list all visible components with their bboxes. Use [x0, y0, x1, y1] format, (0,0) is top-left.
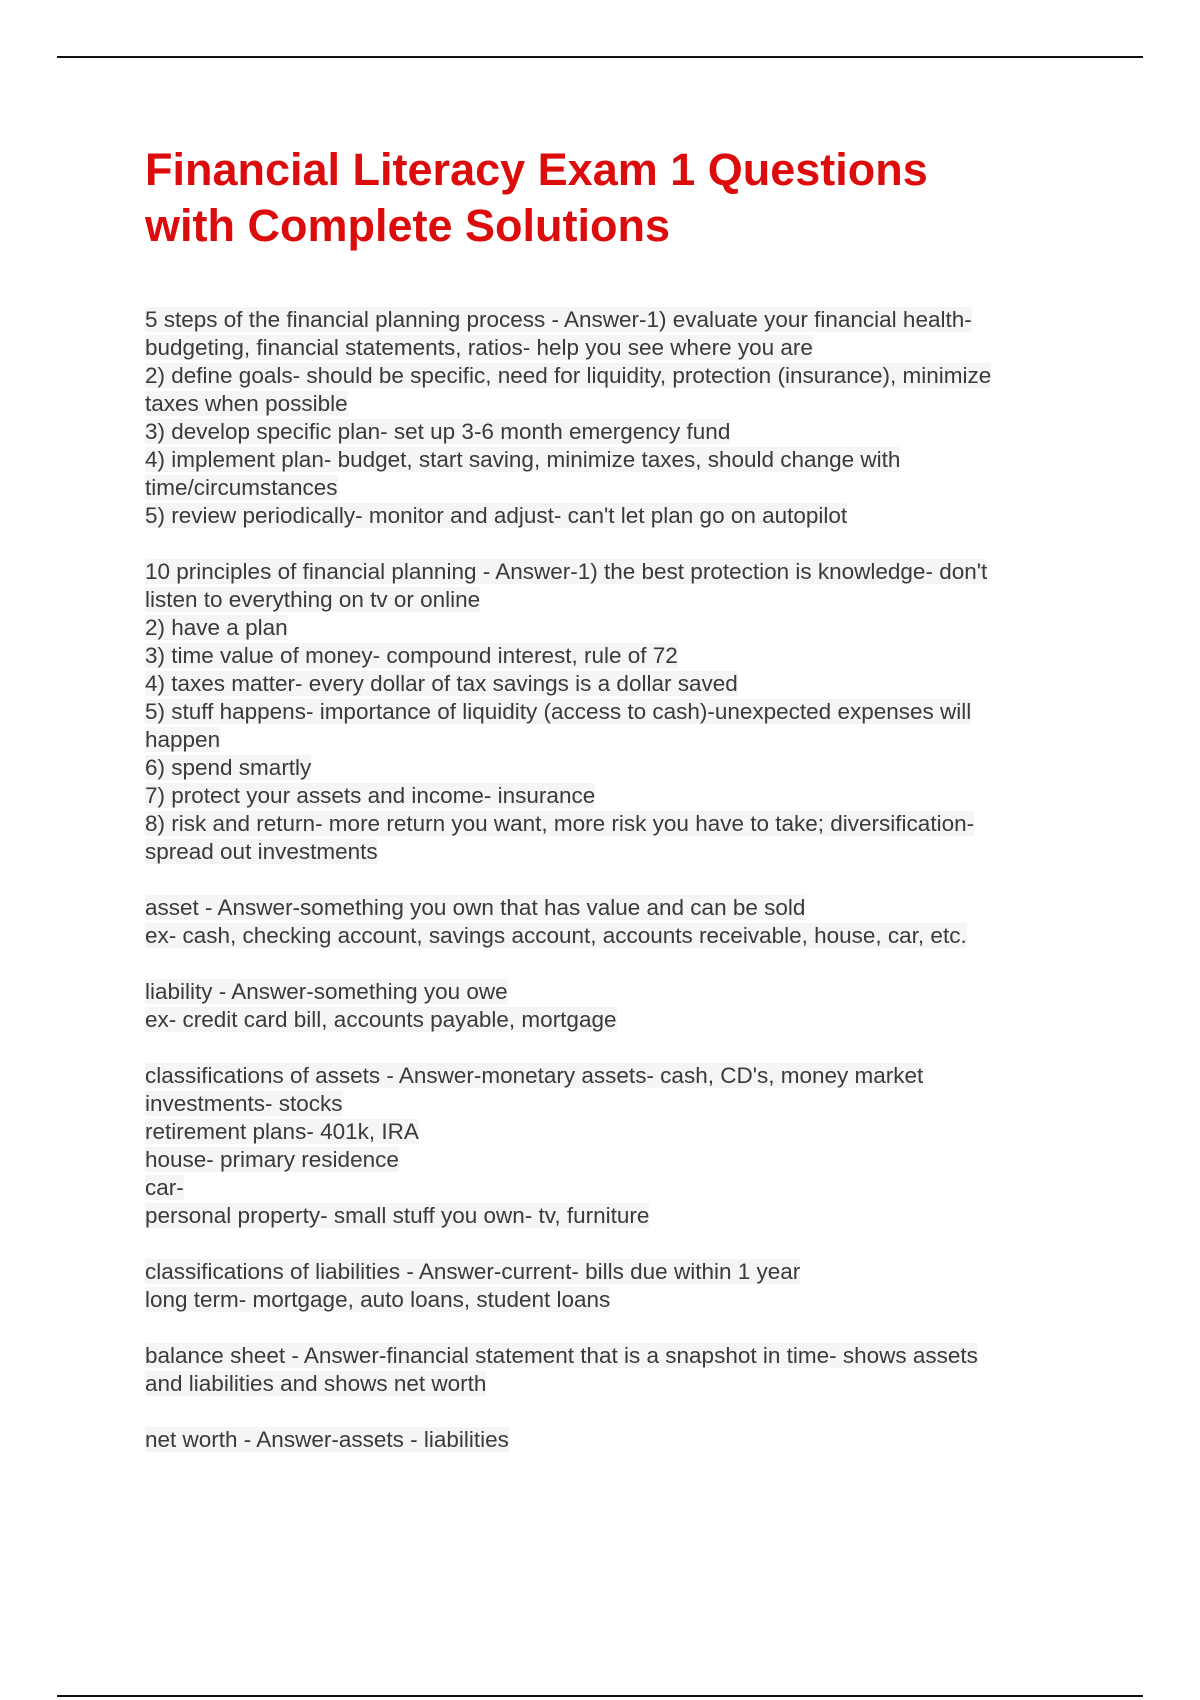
qa-list [145, 306, 1065, 1454]
qa-line-text: taxes when possible [145, 391, 348, 416]
qa-line-text: asset - Answer-something you own that has value and can be sold [145, 895, 806, 920]
header-rule [57, 56, 1143, 58]
qa-line-text: retirement plans- 401k, IRA [145, 1119, 419, 1144]
qa-line-text: 10 principles of financial planning - Answer-1) the best protection is knowledge- don't [145, 559, 988, 584]
qa-line-text: 5) review periodically- monitor and adjust- can't let plan go on autopilot [145, 503, 848, 528]
qa-entry [145, 894, 1065, 950]
qa-line-text: investments- stocks [145, 1091, 343, 1116]
qa-line-text: 6) spend smartly [145, 755, 312, 780]
qa-line [145, 1118, 1065, 1146]
qa-line-text: 3) develop specific plan- set up 3-6 month emergency fund [145, 419, 731, 444]
qa-line [145, 1006, 1065, 1034]
qa-entry [145, 558, 1065, 866]
qa-line-text: 7) protect your assets and income- insurance [145, 783, 596, 808]
qa-line-text: 2) define goals- should be specific, need for liquidity, protection (insurance), minimize [145, 363, 992, 388]
qa-entry [145, 1258, 1065, 1314]
qa-line [145, 726, 1065, 754]
qa-line-text: classifications of liabilities - Answer-current- bills due within 1 year [145, 1259, 801, 1284]
document-title [145, 142, 1065, 254]
qa-line-text: personal property- small stuff you own- tv, furniture [145, 1203, 650, 1228]
qa-line-text: 5) stuff happens- importance of liquidity (access to cash)-unexpected expenses will [145, 699, 972, 724]
qa-line [145, 586, 1065, 614]
qa-line-text: time/circumstances [145, 475, 338, 500]
qa-line [145, 670, 1065, 698]
qa-line-text: spread out investments [145, 839, 378, 864]
qa-line [145, 782, 1065, 810]
qa-line [145, 698, 1065, 726]
qa-line-text: net worth - Answer-assets - liabilities [145, 1427, 509, 1452]
qa-line-text: ex- credit card bill, accounts payable, mortgage [145, 1007, 617, 1032]
qa-line [145, 1202, 1065, 1230]
qa-line [145, 810, 1065, 838]
qa-line-text: house- primary residence [145, 1147, 399, 1172]
qa-line-text: classifications of assets - Answer-monetary assets- cash, CD's, money market [145, 1063, 924, 1088]
qa-entry [145, 978, 1065, 1034]
qa-line-text: car- [145, 1175, 184, 1200]
qa-line [145, 1146, 1065, 1174]
qa-line [145, 390, 1065, 418]
qa-line-text: balance sheet - Answer-financial statement that is a snapshot in time- shows assets [145, 1343, 978, 1368]
qa-line-text: 5 steps of the financial planning process - Answer-1) evaluate your financial health- [145, 307, 972, 332]
qa-line [145, 754, 1065, 782]
qa-line [145, 1174, 1065, 1202]
qa-entry [145, 1062, 1065, 1230]
qa-line [145, 1286, 1065, 1314]
title-line-2: with Complete Solutions [145, 200, 670, 251]
qa-line [145, 362, 1065, 390]
qa-line [145, 614, 1065, 642]
qa-line-text: 3) time value of money- compound interest, rule of 72 [145, 643, 678, 668]
qa-line [145, 446, 1065, 474]
qa-line-text: long term- mortgage, auto loans, student loans [145, 1287, 611, 1312]
qa-line [145, 922, 1065, 950]
qa-line-text: and liabilities and shows net worth [145, 1371, 487, 1396]
qa-line [145, 502, 1065, 530]
title-line-1: Financial Literacy Exam 1 Questions [145, 144, 928, 195]
qa-line [145, 642, 1065, 670]
qa-line [145, 474, 1065, 502]
qa-entry [145, 1342, 1065, 1398]
qa-line-text: liability - Answer-something you owe [145, 979, 508, 1004]
qa-line [145, 1090, 1065, 1118]
qa-line-text: happen [145, 727, 221, 752]
qa-line [145, 1258, 1065, 1286]
qa-line [145, 1426, 1065, 1454]
qa-line [145, 838, 1065, 866]
qa-line-text: listen to everything on tv or online [145, 587, 481, 612]
qa-line-text: 4) implement plan- budget, start saving, minimize taxes, should change with [145, 447, 901, 472]
qa-line-text: 8) risk and return- more return you want, more risk you have to take; diversification- [145, 811, 975, 836]
qa-line [145, 1062, 1065, 1090]
qa-line [145, 306, 1065, 334]
qa-line [145, 558, 1065, 586]
document-body [145, 142, 1065, 1482]
qa-line-text: 4) taxes matter- every dollar of tax savings is a dollar saved [145, 671, 738, 696]
qa-line-text: 2) have a plan [145, 615, 288, 640]
qa-line-text: budgeting, financial statements, ratios- help you see where you are [145, 335, 813, 360]
qa-entry [145, 306, 1065, 530]
qa-line [145, 1370, 1065, 1398]
qa-line [145, 894, 1065, 922]
qa-entry [145, 1426, 1065, 1454]
qa-line [145, 1342, 1065, 1370]
qa-line [145, 334, 1065, 362]
qa-line [145, 418, 1065, 446]
qa-line-text: ex- cash, checking account, savings account, accounts receivable, house, car, etc. [145, 923, 967, 948]
footer-rule [57, 1695, 1143, 1697]
qa-line [145, 978, 1065, 1006]
